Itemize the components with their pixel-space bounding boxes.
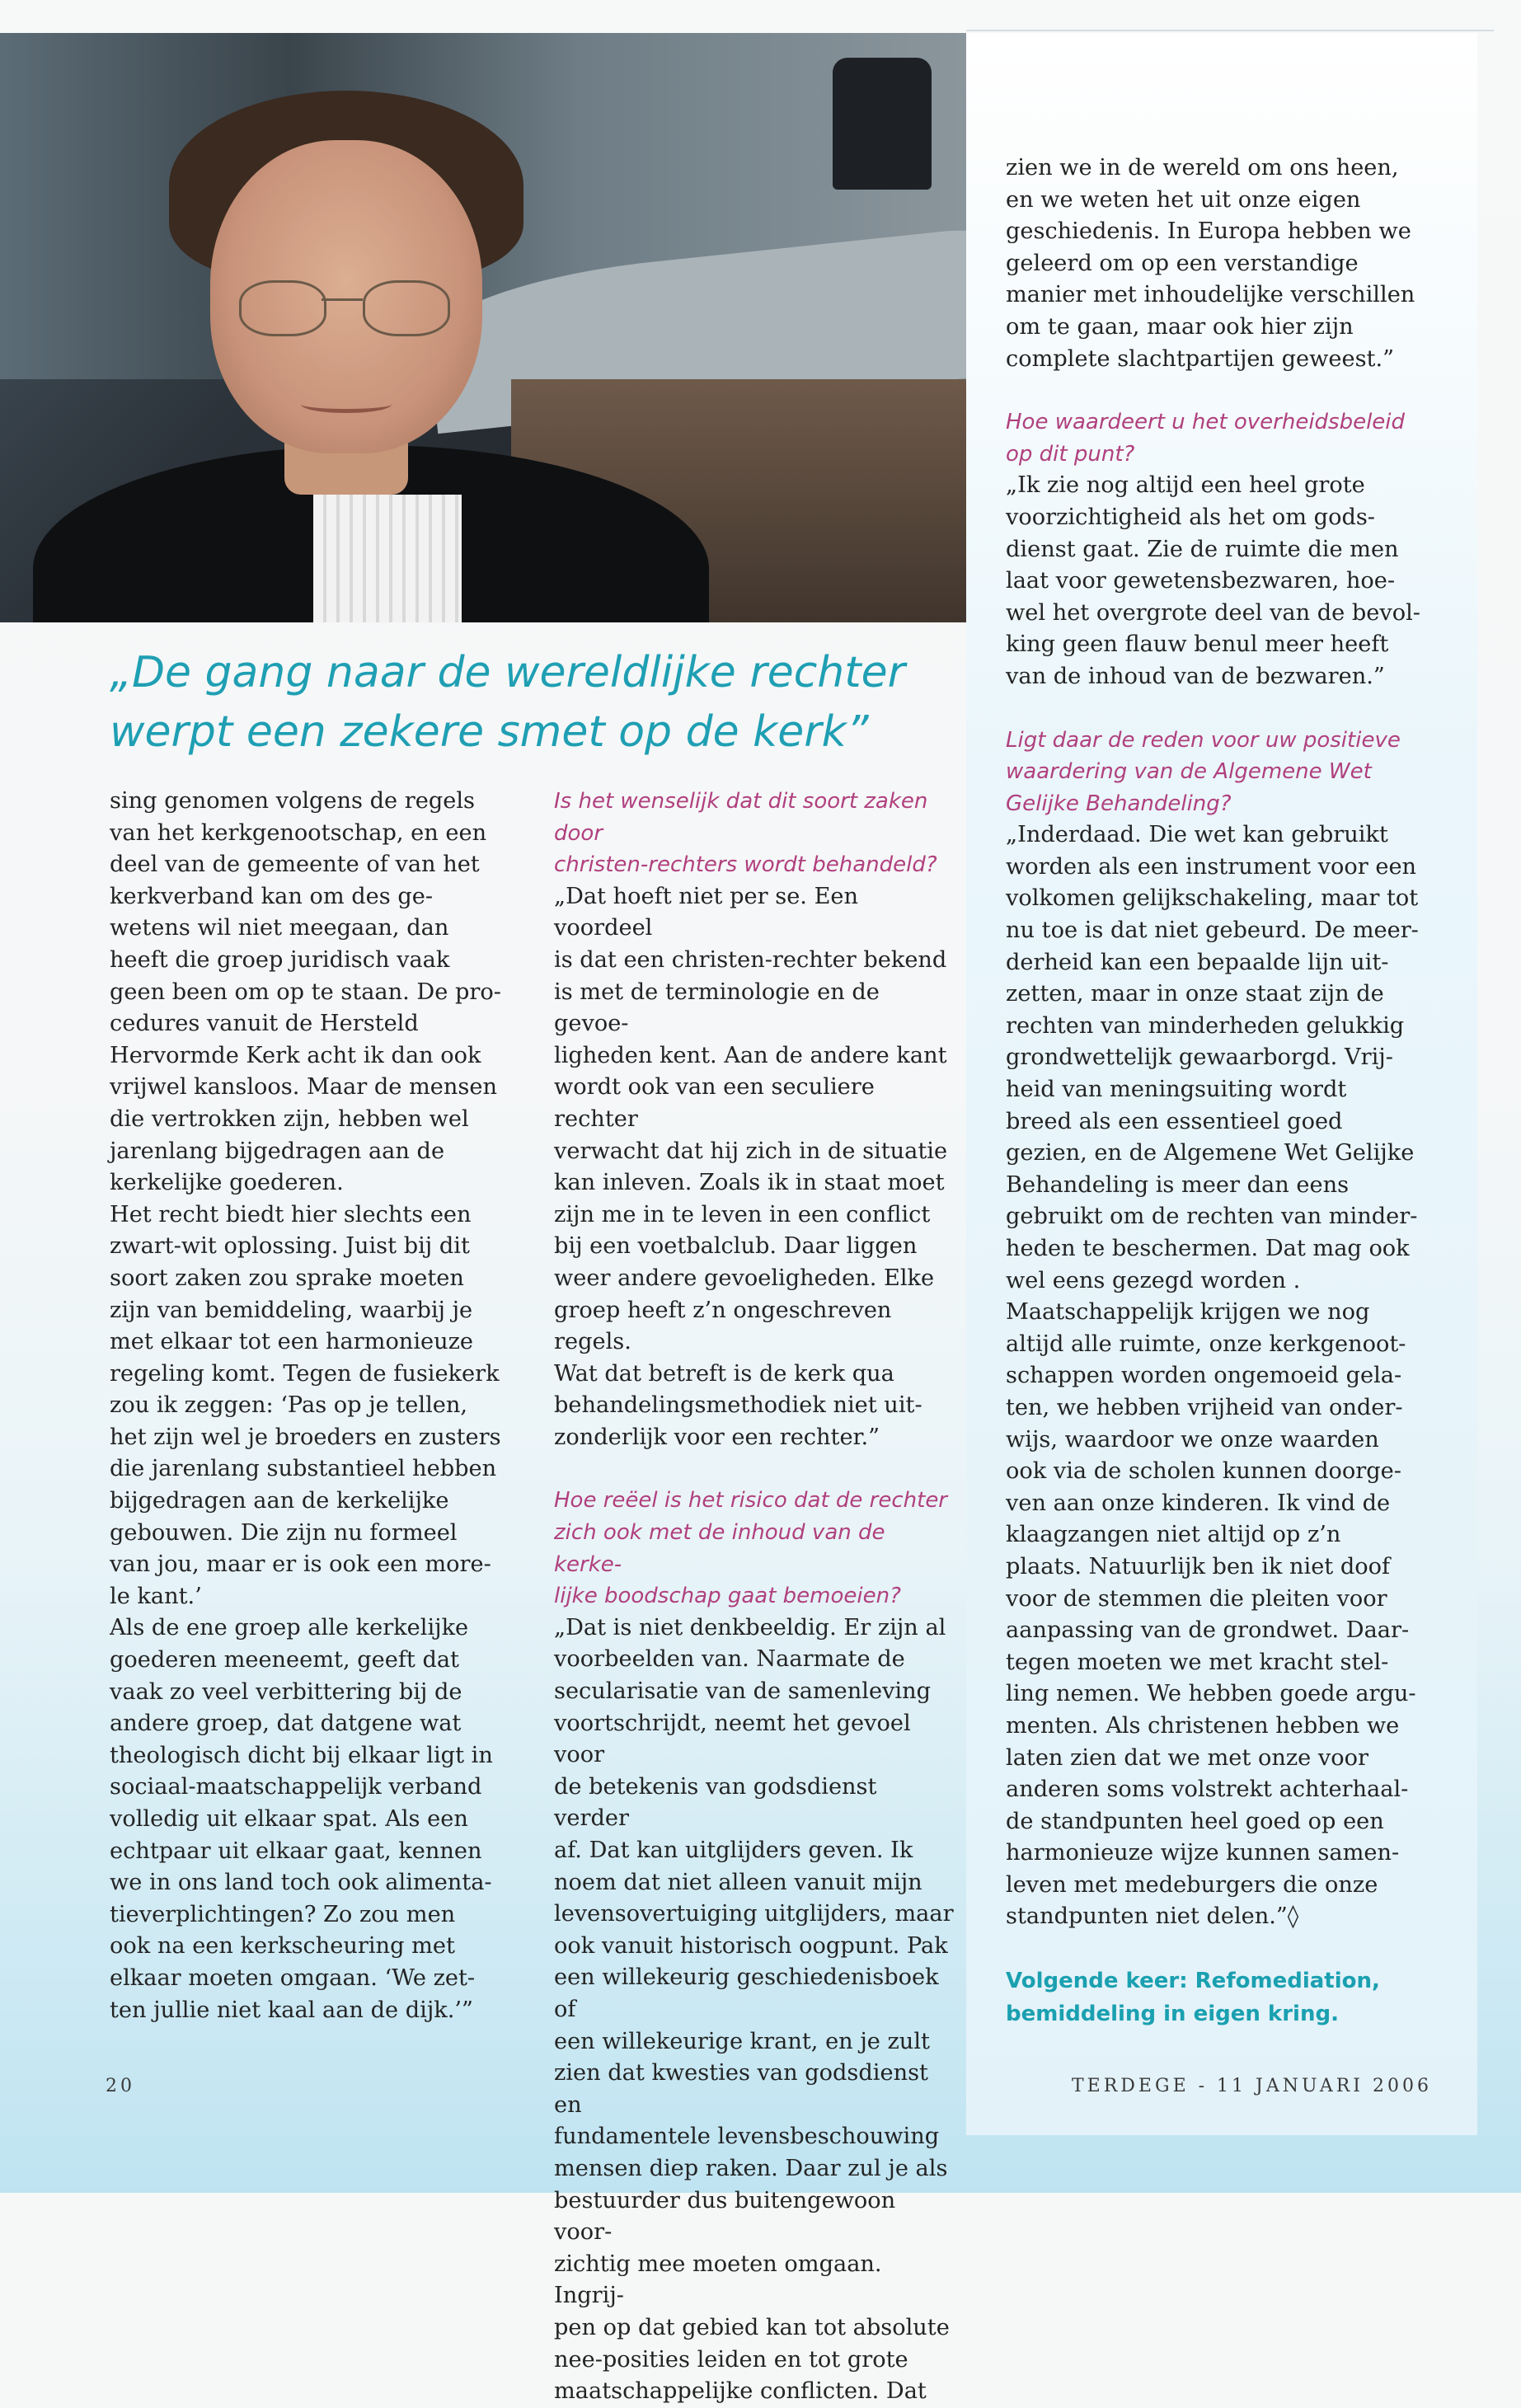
top-rule: [966, 30, 1494, 31]
body-text-line: is dat een christen-rechter bekend: [554, 946, 947, 973]
body-text-line: heden te beschermen. Dat mag ook: [1006, 1236, 1410, 1261]
body-text-line: van de inhoud van de bezwaren.”: [1006, 663, 1385, 689]
body-text-line: geen been om op te staan. De pro-: [110, 979, 501, 1005]
next-issue-teaser: Volgende keer: Refomediation,: [1006, 1969, 1380, 1994]
body-text-line: levensovertuiging uitglijders, maar: [554, 1901, 954, 1927]
body-text-line: ling nemen. We hebben goede argu-: [1006, 1681, 1416, 1707]
body-text-line: kan inleven. Zoals ik in staat moet: [554, 1170, 945, 1196]
body-text-line: tegen moeten we met kracht stel-: [1006, 1649, 1389, 1675]
body-text-line: zonderlijk voor een rechter.”: [554, 1424, 880, 1450]
body-text-line: schappen worden ongemoeid gela-: [1006, 1363, 1402, 1389]
body-text-line: breed als een essentieel goed: [1006, 1108, 1343, 1134]
body-text-line: geleerd om op een verstandige: [1006, 250, 1359, 276]
body-text-line: laat voor gewetensbezwaren, hoe-: [1006, 568, 1396, 594]
body-text-line: vrijwel kansloos. Maar de mensen: [110, 1074, 497, 1101]
body-text-line: harmonieuze wijze kunnen samen-: [1006, 1840, 1400, 1866]
body-text-line: nee-posities leiden en tot grote: [554, 2346, 908, 2373]
body-text-line: ten, we hebben vrijheid van onder-: [1006, 1394, 1403, 1420]
body-text-line: regeling komt. Tegen de fusiekerk: [110, 1360, 500, 1387]
body-text-line: Hervormde Kerk acht ik dan ook: [110, 1042, 481, 1068]
body-text-line: volledig uit elkaar spat. Als een: [110, 1806, 468, 1832]
interview-question-line: Is het wenselijk dat dit soort zaken door: [554, 789, 928, 846]
body-text-line: ten jullie niet kaal aan de dijk.’”: [110, 1997, 473, 2023]
interview-question-line: Hoe waardeert u het overheidsbeleid: [1006, 410, 1406, 435]
body-text-line: laten zien dat we met onze voor: [1006, 1744, 1368, 1771]
glasses-icon: [239, 280, 453, 338]
next-issue-teaser: bemiddeling in eigen kring.: [1006, 2002, 1339, 2027]
interview-question-line: waardering van de Algemene Wet: [1006, 759, 1372, 785]
body-text-line: andere groep, dat datgene wat: [110, 1711, 462, 1737]
body-text-line: aanpassing van de grondwet. Daar-: [1006, 1617, 1410, 1644]
body-text-line: dienst gaat. Zie de ruimte die men: [1006, 536, 1399, 562]
body-text-line: maatschappelijke conflicten. Dat: [554, 2378, 927, 2405]
body-text-line: complete slachtpartijen geweest.”: [1006, 345, 1395, 372]
body-text-line: altijd alle ruimte, onze kerkgenoot-: [1006, 1331, 1406, 1357]
body-text-line: klaagzangen niet altijd op z’n: [1006, 1522, 1341, 1548]
body-text-line: een willekeurig geschiedenisboek of: [554, 1964, 939, 2022]
body-text-line: zwart-wit oplossing. Juist bij dit: [110, 1233, 470, 1260]
body-text-line: echtpaar uit elkaar gaat, kennen: [110, 1838, 482, 1864]
body-text-line: zien we in de wereld om ons heen,: [1006, 155, 1399, 181]
column-1: [110, 786, 514, 2026]
body-text-line: heeft die groep juridisch vaak: [110, 946, 450, 973]
body-text-line: fundamentele levensbeschouwing: [554, 2124, 940, 2150]
body-text-line: verwacht dat hij zich in de situatie: [554, 1138, 948, 1164]
body-text-line: deel van de gemeente of van het: [110, 852, 480, 878]
column-2: [554, 786, 958, 2408]
body-text-line: ven aan onze kinderen. Ik vind de: [1006, 1490, 1391, 1516]
body-text-line: derheid kan een bepaalde lijn uit-: [1006, 949, 1389, 975]
body-text-line: wijs, waardoor we onze waarden: [1006, 1426, 1379, 1453]
headline-quote: [110, 643, 934, 762]
body-text-line: groep heeft z’n ongeschreven regels.: [554, 1297, 892, 1355]
body-text-line: Als de ene groep alle kerkelijke: [110, 1615, 469, 1641]
body-text-line: plaats. Natuurlijk ben ik niet doof: [1006, 1553, 1391, 1580]
body-text-line: voorbeelden van. Naarmate de: [554, 1646, 905, 1673]
body-text-line: die jarenlang substantieel hebben: [110, 1456, 497, 1482]
body-text-line: gebouwen. Die zijn nu formeel: [110, 1519, 458, 1546]
interview-question-line: lijke boodschap gaat bemoeien?: [554, 1584, 901, 1609]
body-text-line: worden als een instrument voor een: [1006, 853, 1417, 880]
body-text-line: voor de stemmen die pleiten voor: [1006, 1585, 1387, 1612]
column-3: [1006, 153, 1434, 2030]
headline-line-2: werpt een zekere smet op de kerk”: [110, 707, 869, 757]
body-text-line: behandelingsmethodiek niet uit-: [554, 1392, 922, 1419]
body-text-line: geschiedenis. In Europa hebben we: [1006, 218, 1411, 245]
portrait-photo: [0, 33, 966, 622]
body-text-line: bestuurder dus buitengewoon voor-: [554, 2187, 896, 2246]
interview-question-line: Gelijke Behandeling?: [1006, 791, 1232, 816]
body-text-line: noem dat niet alleen vanuit mijn: [554, 1869, 922, 1895]
body-text-line: „Dat hoeft niet per se. Een voordeel: [554, 883, 859, 941]
body-text-line: secularisatie van de samenleving: [554, 1678, 932, 1705]
body-text-line: „Ik zie nog altijd een heel grote: [1006, 472, 1365, 499]
body-text-line: zien dat kwesties van godsdienst en: [554, 2060, 928, 2118]
body-text-line: wetens wil niet meegaan, dan: [110, 915, 449, 941]
body-text-line: en we weten het uit onze eigen: [1006, 186, 1361, 213]
body-text-line: elkaar moeten omgaan. ‘We zet-: [110, 1964, 476, 1991]
body-text-line: wel eens gezegd worden .: [1006, 1267, 1301, 1293]
body-text-line: ook vanuit historisch oogpunt. Pak: [554, 1932, 948, 1959]
body-text-line: is met de terminologie en de gevoe-: [554, 979, 880, 1037]
headline-line-1: „De gang naar de wereldlijke rechter: [110, 648, 905, 697]
body-text-line: tieverplichtingen? Zo zou men: [110, 1901, 456, 1927]
body-text-line: van het kerkgenootschap, en een: [110, 819, 487, 846]
body-text-line: zijn van bemiddeling, waarbij je: [110, 1297, 473, 1323]
body-text-line: leven met medeburgers die onze: [1006, 1871, 1378, 1898]
body-text-line: manier met inhoudelijke verschillen: [1006, 282, 1415, 308]
body-text-line: zijn me in te leven in een conflict: [554, 1201, 931, 1227]
body-text-line: „Inderdaad. Die wet kan gebruikt: [1006, 822, 1388, 848]
body-text-line: Maatschappelijk krijgen we nog: [1006, 1299, 1370, 1326]
body-text-line: de standpunten heel goed op een: [1006, 1808, 1384, 1834]
body-text-line: nu toe is dat niet gebeurd. De meer-: [1006, 918, 1419, 944]
body-text-line: gezien, en de Algemene Wet Gelijke: [1006, 1140, 1415, 1166]
body-text-line: af. Dat kan uitglijders geven. Ik: [554, 1838, 913, 1863]
body-text-line: Het recht biedt hier slechts een: [110, 1201, 472, 1227]
body-text-line: met elkaar tot een harmonieuze: [110, 1329, 474, 1355]
body-text-line: volkomen gelijkschakeling, maar tot: [1006, 885, 1419, 912]
body-text-line: vaak zo veel verbittering bij de: [110, 1678, 462, 1705]
body-text-line: voorzichtigheid als het om gods-: [1006, 504, 1375, 530]
body-text-line: bijgedragen aan de kerkelijke: [110, 1488, 449, 1514]
body-text-line: zou ik zeggen: ‘Pas op je tellen,: [110, 1392, 468, 1419]
body-text-line: theologisch dicht bij elkaar ligt in: [110, 1742, 493, 1768]
interview-question-line: Hoe reëel is het risico dat de rechter: [554, 1488, 948, 1514]
body-text-line: menten. Als christenen hebben we: [1006, 1712, 1400, 1739]
body-text-line: de betekenis van godsdienst verder: [554, 1773, 877, 1832]
body-text-line: zetten, maar in onze staat zijn de: [1006, 981, 1384, 1007]
interview-question-line: Ligt daar de reden voor uw positieve: [1006, 727, 1401, 753]
magazine-footer: TERDEGE - 11 JANUARI 2006: [1072, 2076, 1432, 2096]
body-text-line: anderen soms volstrekt achterhaal-: [1006, 1777, 1409, 1803]
interview-question-line: zich ook met de inhoud van de kerke-: [554, 1520, 885, 1577]
body-text-line: wel het overgrote deel van de bevol-: [1006, 599, 1420, 626]
body-text-line: ook na een kerkscheuring met: [110, 1933, 455, 1960]
body-text-line: van jou, maar er is ook een more-: [110, 1551, 491, 1578]
body-text-line: goederen meeneemt, geeft dat: [110, 1647, 459, 1673]
body-text-line: bij een voetbalclub. Daar liggen: [554, 1233, 918, 1260]
body-text-line: rechten van minderheden gelukkig: [1006, 1012, 1405, 1039]
interview-question-line: christen-rechters wordt behandeld?: [554, 852, 937, 878]
body-text-line: pen op dat gebied kan tot absolute: [554, 2314, 950, 2340]
body-text-line: Behandeling is meer dan eens: [1006, 1171, 1350, 1198]
body-text-line: het zijn wel je broeders en zusters: [110, 1424, 501, 1450]
body-text-line: „Dat is niet denkbeeldig. Er zijn al: [554, 1614, 946, 1641]
body-text-line: wordt ook van een seculiere rechter: [554, 1074, 875, 1132]
body-text-line: voortschrijdt, neemt het gevoel voor: [554, 1710, 911, 1768]
body-text-line: sing genomen volgens de regels: [110, 788, 475, 814]
interview-question-line: op dit punt?: [1006, 441, 1135, 467]
body-text-line: ligheden kent. Aan de andere kant: [554, 1042, 947, 1068]
body-text-line: mensen diep raken. Daar zul je als: [554, 2155, 948, 2181]
body-text-line: soort zaken zou sprake moeten: [110, 1265, 464, 1291]
body-text-line: weer andere gevoeligheden. Elke: [554, 1265, 935, 1291]
page-number: 20: [106, 2076, 135, 2096]
body-text-line: standpunten niet delen.”◊: [1006, 1903, 1299, 1930]
body-text-line: grondwettelijk gewaarborgd. Vrij-: [1006, 1044, 1393, 1071]
body-text-line: zichtig mee moeten omgaan. Ingrij-: [554, 2251, 882, 2309]
body-text-line: gebruikt om de rechten van minder-: [1006, 1204, 1418, 1230]
body-text-line: jarenlang bijgedragen aan de: [110, 1138, 445, 1164]
body-text-line: een willekeurige krant, en je zult: [554, 2028, 930, 2054]
body-text-line: Wat dat betreft is de kerk qua: [554, 1360, 894, 1387]
body-text-line: die vertrokken zijn, hebben wel: [110, 1105, 469, 1132]
body-text-line: kerkelijke goederen.: [110, 1170, 344, 1196]
body-text-line: ook via de scholen kunnen doorge-: [1006, 1458, 1401, 1485]
body-text-line: kerkverband kan om des ge-: [110, 883, 434, 909]
body-text-line: om te gaan, maar ook hier zijn: [1006, 313, 1354, 340]
body-text-line: heid van meningsuiting wordt: [1006, 1077, 1347, 1103]
body-text-line: le kant.’: [110, 1583, 202, 1609]
body-text-line: we in ons land toch ook alimenta-: [110, 1870, 492, 1896]
body-text-line: cedures vanuit de Hersteld: [110, 1011, 419, 1037]
body-text-line: sociaal-maatschappelijk verband: [110, 1774, 482, 1800]
body-text-line: king geen flauw benul meer heeft: [1006, 631, 1389, 658]
